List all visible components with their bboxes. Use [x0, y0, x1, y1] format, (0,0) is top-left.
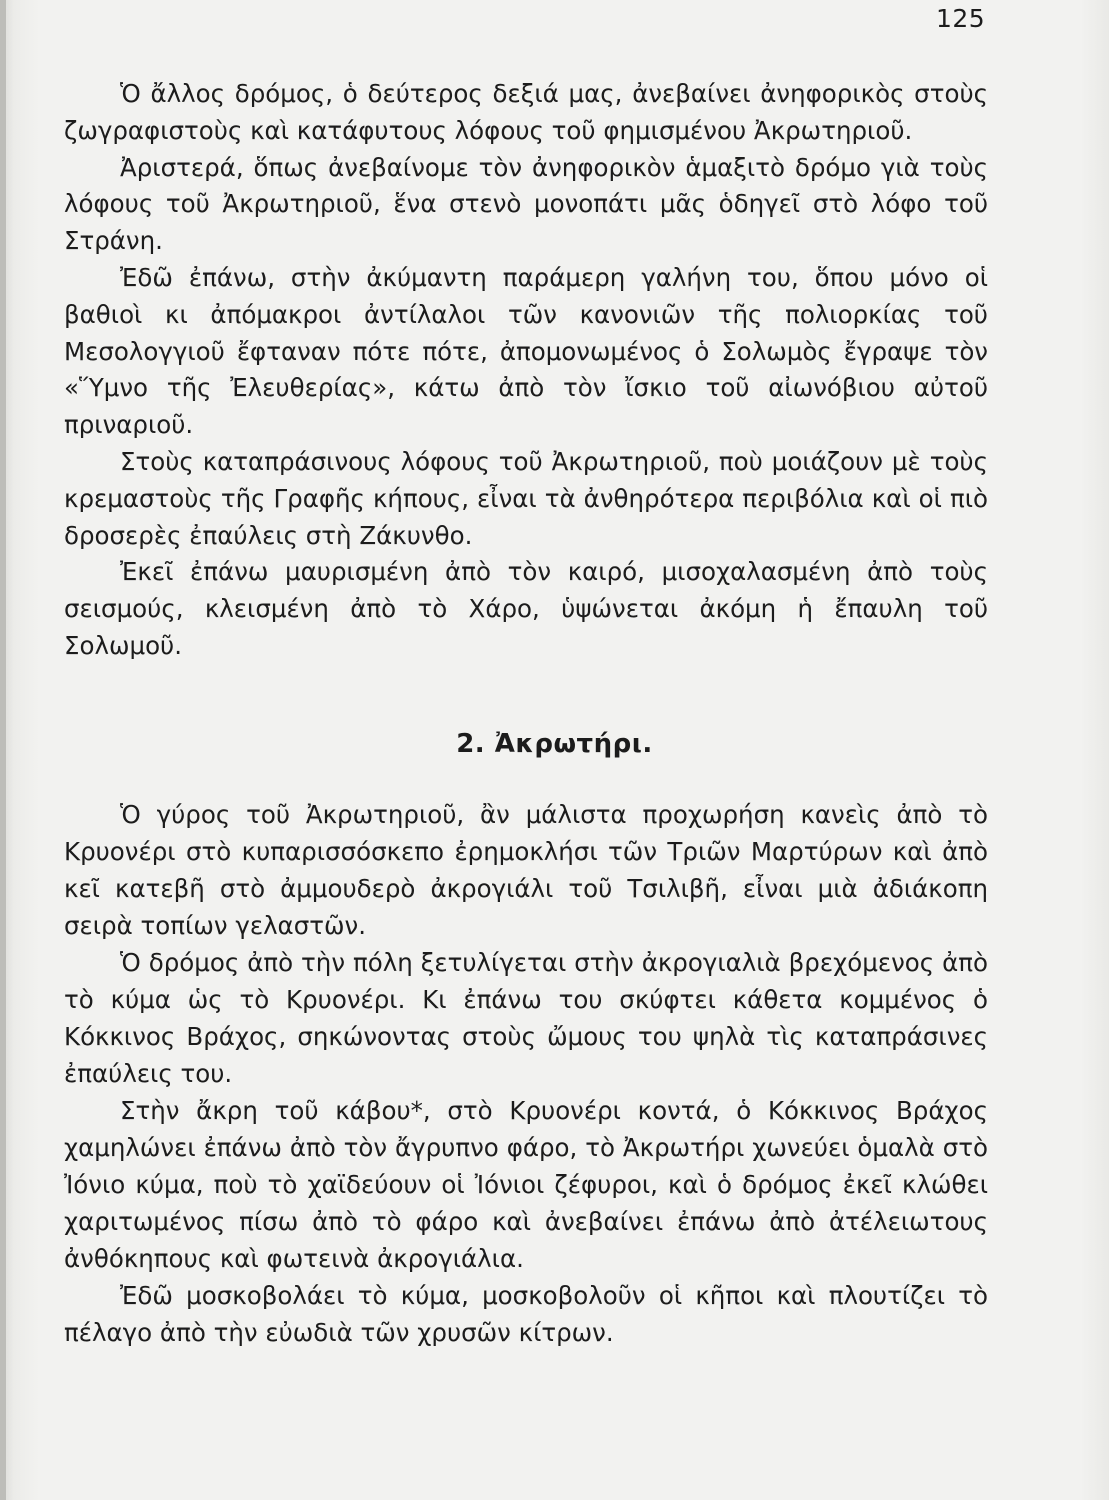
- paragraph: Ὁ δρόμος ἀπὸ τὴν πόλη ξετυλίγεται στὴν ἀκρογιαλιὰ βρεχόμενος ἀπὸ τὸ κύμα ὡς τὸ Κρυονέρι. Κι ἐπάνω του σκύφτει κάθετα κομμένος ὁ Κόκκινος Βράχος, σηκώνοντας στοὺς ὤμους του ψηλὰ τὶς καταπράσινες ἐπαύλεις του.: [64, 948, 988, 1088]
- paragraph: Ὁ γύρος τοῦ Ἀκρωτηριοῦ, ἂν μάλιστα προχωρήση κανεὶς ἀπὸ τὸ Κρυονέρι στὸ κυπαρισσόσκεπο ἐρημοκλήσι τῶν Τριῶν Μαρτύρων καὶ ἀπὸ κεῖ κατεβῆ στὸ ἀμμουδερὸ ἀκρογιάλι τοῦ Τσιλιβῆ, εἶναι μιὰ ἀδιάκοπη σειρὰ τοπίων γελαστῶν.: [64, 800, 988, 940]
- paragraph: Ὁ ἄλλος δρόμος, ὁ δεύτερος δεξιά μας, ἀνεβαίνει ἀνηφορικὸς στοὺς ζωγραφιστοὺς καὶ κατάφυτους λόφους τοῦ φημισμένου Ἀκρωτηριοῦ.: [64, 79, 988, 145]
- section-two-text: [64, 796, 988, 1351]
- paragraph: Ἐδῶ μοσκοβολάει τὸ κύμα, μοσκοβολοῦν οἱ κῆποι καὶ πλουτίζει τὸ πέλαγο ἀπὸ τὴν εὐωδιὰ τῶν χρυσῶν κίτρων.: [64, 1281, 988, 1347]
- section-heading: 2. Ἀκρωτήρι.: [456, 729, 653, 759]
- page-number: 125: [936, 4, 986, 33]
- paragraph: Ἀριστερά, ὅπως ἀνεβαίνομε τὸν ἀνηφορικὸν ἁμαξιτὸ δρόμο γιὰ τοὺς λόφους τοῦ Ἀκρωτηριοῦ, ἕνα στενὸ μονοπάτι μᾶς ὁδηγεῖ στὸ λόφο τοῦ Στράνη.: [64, 152, 988, 256]
- paragraph: Ἐκεῖ ἐπάνω μαυρισμένη ἀπὸ τὸν καιρό, μισοχαλασμένη ἀπὸ τοὺς σεισμούς, κλεισμένη ἀπὸ τὸ Χάρο, ὑψώνεται ἀκόμη ἡ ἔπαυλη τοῦ Σολωμοῦ.: [64, 557, 988, 660]
- section-one-text: [64, 76, 988, 665]
- paragraph: Στὴν ἄκρη τοῦ κάβου*, στὸ Κρυονέρι κοντά, ὁ Κόκκινος Βράχος χαμηλώνει ἐπάνω ἀπὸ τὸν ἄγρυπνο φάρο, τὸ Ἀκρωτήρι χωνεύει ὁμαλὰ στὸ Ἰόνιο κύμα, ποὺ τὸ χαϊδεύουν οἱ Ἰόνιοι ζέφυροι, καὶ ὁ δρόμος ἐκεῖ κλώθει χαριτωμένος πίσω ἀπὸ τὸ φάρο καὶ ἀνεβαίνει ἐπάνω ἀπὸ ἀτέλειωτους ἀνθόκηπους καὶ φωτεινὰ ἀκρογιάλια.: [64, 1096, 988, 1273]
- paragraph: Ἐδῶ ἐπάνω, στὴν ἀκύμαντη παράμερη γαλήνη του, ὅπου μόνο οἱ βαθιοὶ κι ἀπόμακροι ἀντίλαλοι τῶν κανονιῶν τῆς πολιορκίας τοῦ Μεσολογγιοῦ ἔφταναν πότε πότε, ἀπομονωμένος ὁ Σολωμὸς ἔγραψε τὸν «Ὕμνο τῆς Ἐλευθερίας», κάτω ἀπὸ τὸν ἴσκιο τοῦ αἰωνόβιου αὐτοῦ πριναριοῦ.: [64, 262, 988, 440]
- paragraph: Στοὺς καταπράσινους λόφους τοῦ Ἀκρωτηριοῦ, ποὺ μοιάζουν μὲ τοὺς κρεμαστοὺς τῆς Γραφῆς κήπους, εἶναι τὰ ἀνθηρότερα περιβόλια καὶ οἱ πιὸ δροσερὲς ἐπαύλεις στὴ Ζάκυνθο.: [64, 446, 988, 550]
